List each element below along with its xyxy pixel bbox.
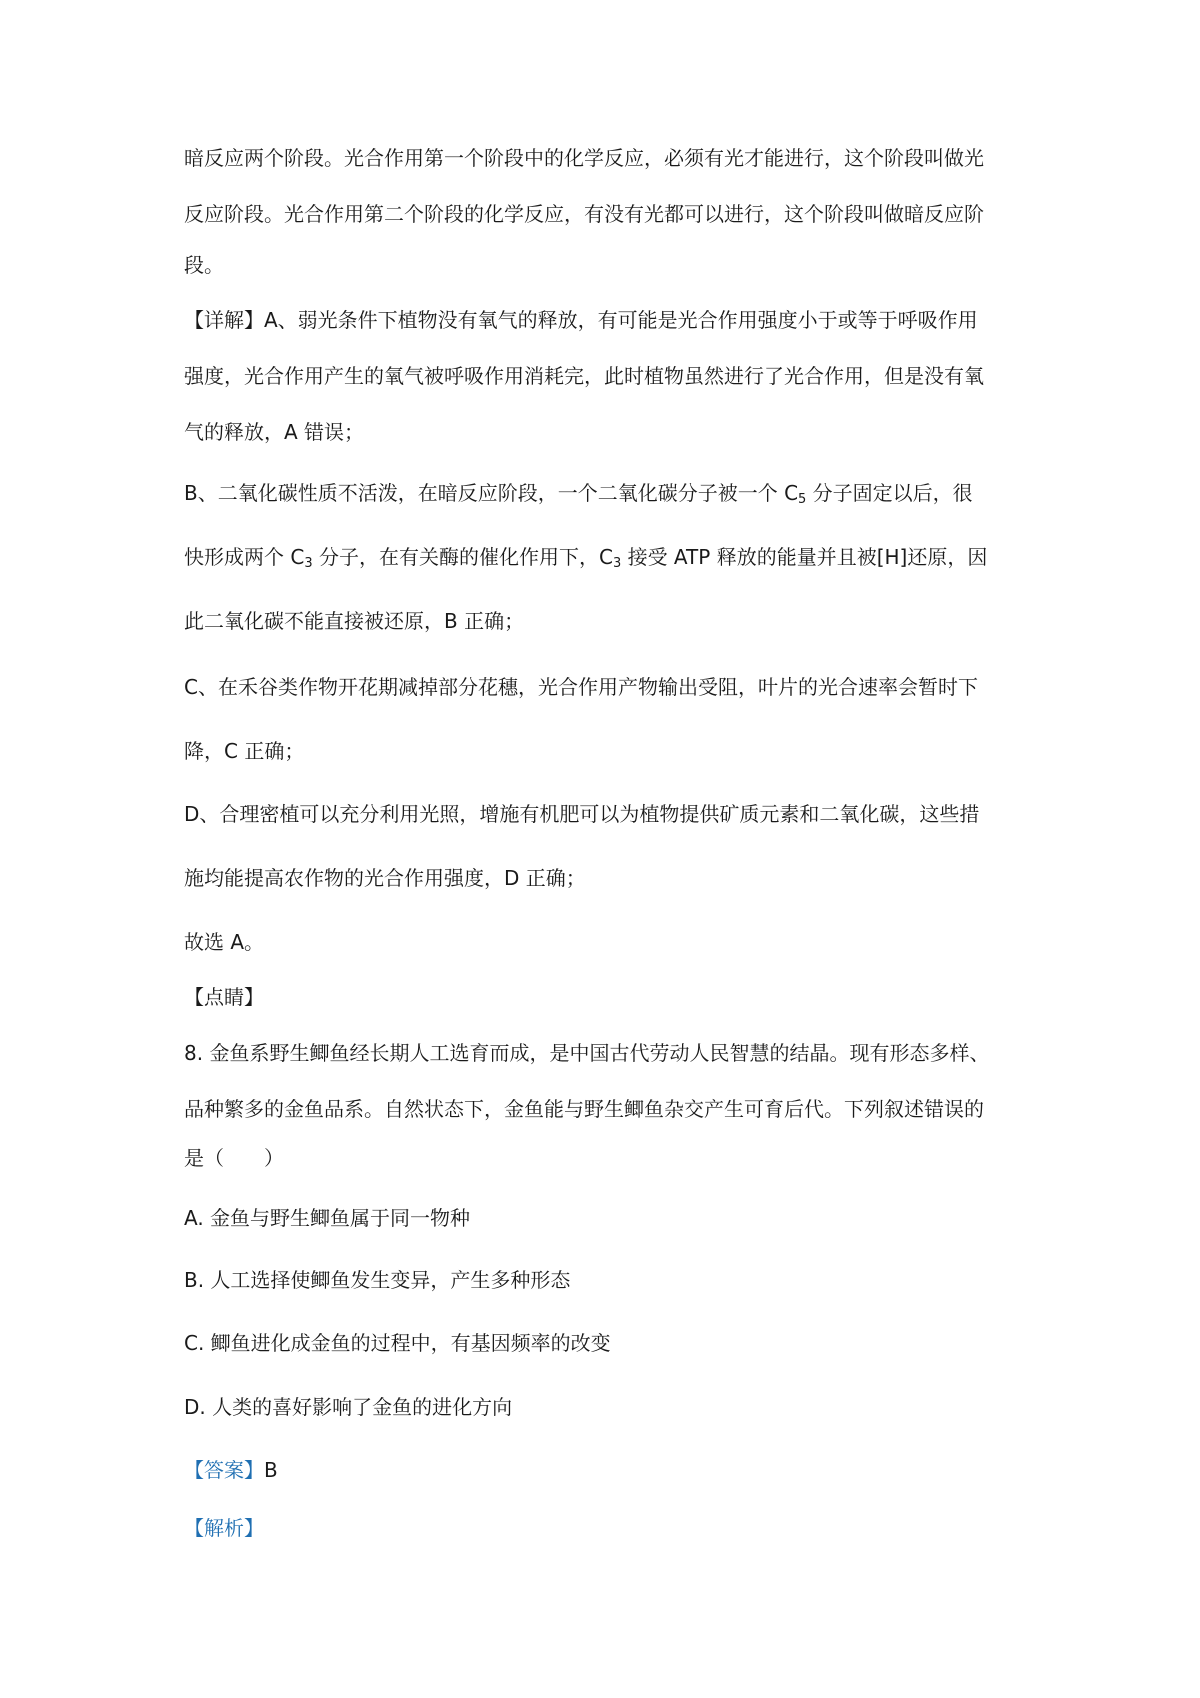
question-stem: 品种繁多的金鱼品系。自然状态下，金鱼能与野生鲫鱼杂交产生可育后代。下列叙述错误的 [184, 1097, 984, 1121]
option-d: D. 人类的喜好影响了金鱼的进化方向 [184, 1395, 513, 1419]
question-stem: 是（ ） [184, 1146, 284, 1170]
text-line: D、合理密植可以充分利用光照，增施有机肥可以为植物提供矿质元素和二氧化碳，这些措 [184, 802, 980, 826]
question-stem: 8. 金鱼系野生鲫鱼经长期人工选育而成，是中国古代劳动人民智慧的结晶。现有形态多样、 [184, 1041, 990, 1065]
subscript: 5 [798, 492, 807, 507]
analysis-label: 【解析】 [184, 1516, 264, 1540]
text-line: 气的释放，A 错误； [184, 420, 365, 444]
text-segment: 快形成两个 C [184, 545, 305, 569]
text-line: C、在禾谷类作物开花期减掉部分花穗，光合作用产物输出受阻，叶片的光合速率会暂时下 [184, 675, 978, 699]
text-line: 强度，光合作用产生的氧气被呼吸作用消耗完，此时植物虽然进行了光合作用，但是没有氧 [184, 364, 984, 388]
text-segment: B、二氧化碳性质不活泼，在暗反应阶段，一个二氧化碳分子被一个 C [184, 481, 799, 505]
text-segment: 分子，在有关酶的催化作用下，C [312, 545, 613, 569]
answer-value: B [264, 1458, 278, 1482]
answer-label: 【答案】 [184, 1458, 264, 1482]
text-line: 施均能提高农作物的光合作用强度，D 正确； [184, 866, 586, 890]
text-segment: 接受 ATP 释放的能量并且被[H]还原，因 [621, 545, 988, 569]
text-line: 【详解】A、弱光条件下植物没有氧气的释放，有可能是光合作用强度小于或等于呼吸作用 [184, 308, 978, 332]
text-line: 暗反应两个阶段。光合作用第一个阶段中的化学反应，必须有光才能进行，这个阶段叫做光 [184, 146, 984, 170]
subscript: 3 [304, 556, 313, 571]
text-line-with-subscript [184, 542, 987, 572]
answer-line [184, 1455, 278, 1485]
text-line: 此二氧化碳不能直接被还原，B 正确； [184, 609, 525, 633]
text-segment: 分子固定以后，很 [806, 481, 973, 505]
text-line: 反应阶段。光合作用第二个阶段的化学反应，有没有光都可以进行，这个阶段叫做暗反应阶 [184, 202, 984, 226]
option-a: A. 金鱼与野生鲫鱼属于同一物种 [184, 1206, 471, 1230]
option-c: C. 鲫鱼进化成金鱼的过程中，有基因频率的改变 [184, 1331, 611, 1355]
option-b: B. 人工选择使鲫鱼发生变异，产生多种形态 [184, 1268, 571, 1292]
text-line-with-subscript [184, 478, 973, 508]
text-line: 段。 [184, 253, 224, 277]
text-line: 降，C 正确； [184, 739, 305, 763]
section-label: 【点睛】 [184, 985, 264, 1009]
subscript: 3 [612, 556, 622, 571]
text-line: 故选 A。 [184, 930, 265, 954]
